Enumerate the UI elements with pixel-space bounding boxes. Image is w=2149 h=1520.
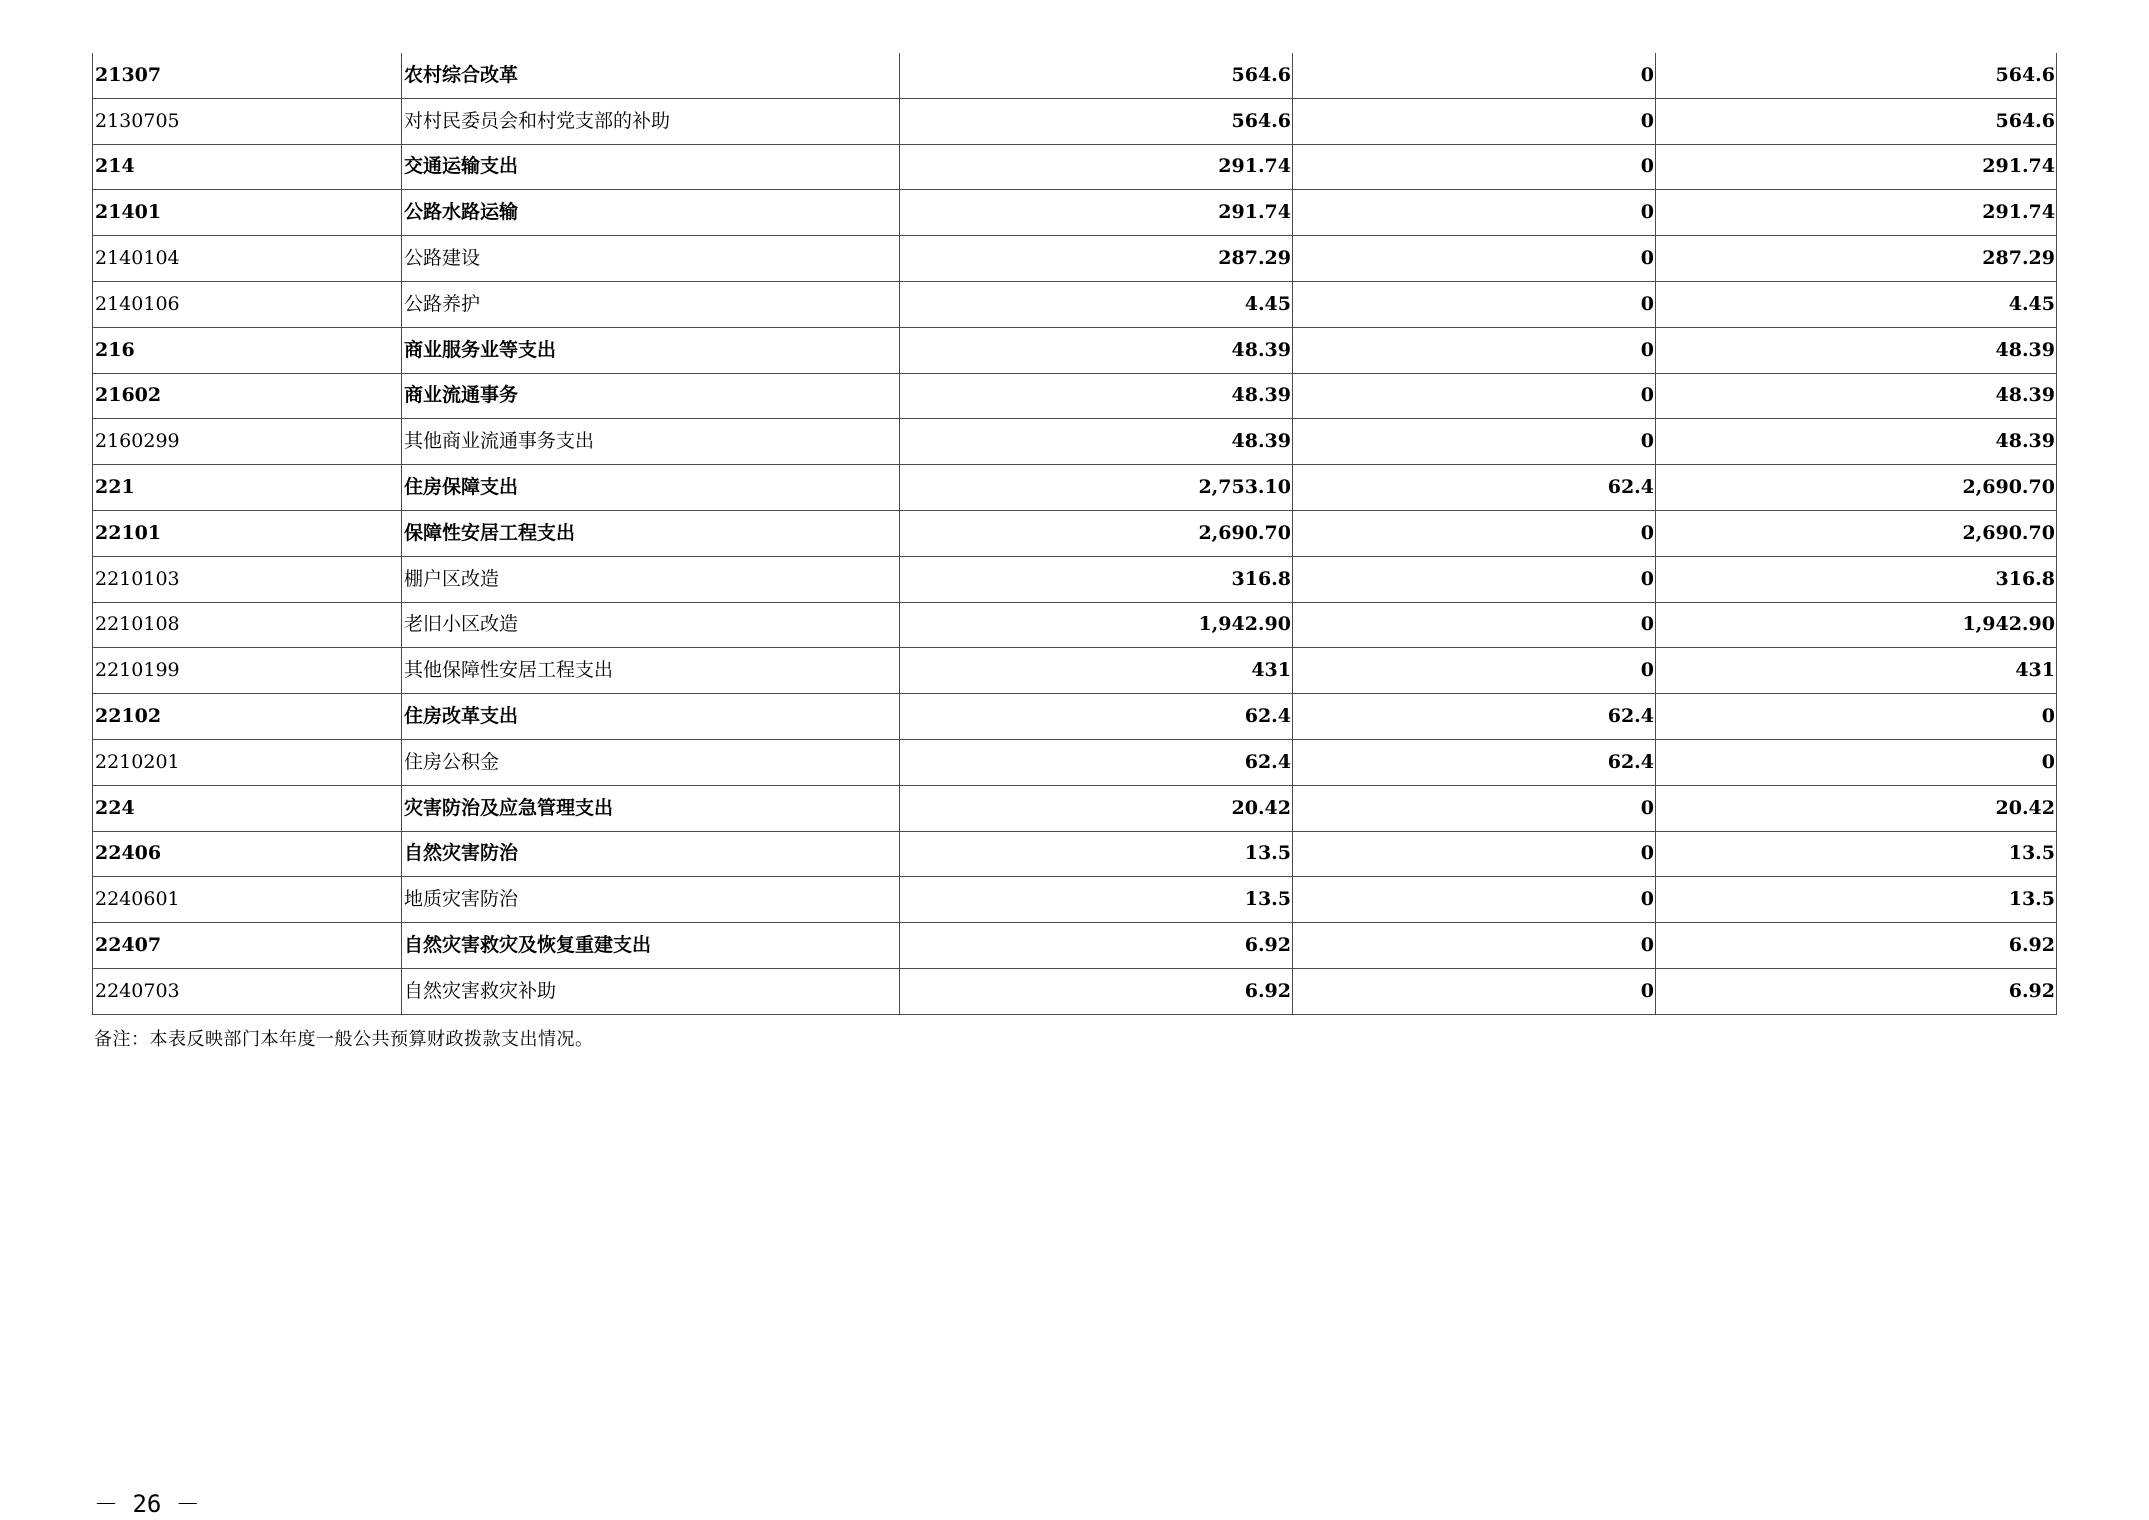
table-row xyxy=(93,419,2057,465)
account-name-cell: 对村民委员会和村党支部的补助 xyxy=(402,98,900,144)
project-expenditure-cell: 287.29 xyxy=(1656,236,2057,282)
total-amount-cell: 1,942.90 xyxy=(900,602,1293,648)
account-code-cell: 2130705 xyxy=(93,98,402,144)
basic-expenditure-cell: 0 xyxy=(1293,602,1656,648)
total-amount-cell: 62.4 xyxy=(900,739,1293,785)
account-code-cell: 2140106 xyxy=(93,281,402,327)
account-name-cell: 自然灾害防治 xyxy=(402,831,900,877)
total-amount-cell: 2,753.10 xyxy=(900,465,1293,511)
account-code-cell: 2210199 xyxy=(93,648,402,694)
project-expenditure-cell: 6.92 xyxy=(1656,968,2057,1014)
project-expenditure-cell: 2,690.70 xyxy=(1656,465,2057,511)
basic-expenditure-cell: 62.4 xyxy=(1293,465,1656,511)
total-amount-cell: 2,690.70 xyxy=(900,510,1293,556)
account-name-cell: 商业流通事务 xyxy=(402,373,900,419)
project-expenditure-cell: 48.39 xyxy=(1656,373,2057,419)
basic-expenditure-cell: 62.4 xyxy=(1293,739,1656,785)
account-name-cell: 灾害防治及应急管理支出 xyxy=(402,785,900,831)
account-name-cell: 公路养护 xyxy=(402,281,900,327)
total-amount-cell: 13.5 xyxy=(900,877,1293,923)
table-row xyxy=(93,465,2057,511)
account-code-cell: 2240703 xyxy=(93,968,402,1014)
project-expenditure-cell: 4.45 xyxy=(1656,281,2057,327)
basic-expenditure-cell: 0 xyxy=(1293,968,1656,1014)
basic-expenditure-cell: 0 xyxy=(1293,98,1656,144)
basic-expenditure-cell: 0 xyxy=(1293,785,1656,831)
account-name-cell: 自然灾害救灾补助 xyxy=(402,968,900,1014)
basic-expenditure-cell: 0 xyxy=(1293,53,1656,98)
project-expenditure-cell: 48.39 xyxy=(1656,327,2057,373)
account-name-cell: 保障性安居工程支出 xyxy=(402,510,900,556)
project-expenditure-cell: 1,942.90 xyxy=(1656,602,2057,648)
account-code-cell: 22406 xyxy=(93,831,402,877)
table-row xyxy=(93,648,2057,694)
project-expenditure-cell: 48.39 xyxy=(1656,419,2057,465)
table-row xyxy=(93,785,2057,831)
project-expenditure-cell: 6.92 xyxy=(1656,923,2057,969)
basic-expenditure-cell: 0 xyxy=(1293,648,1656,694)
account-name-cell: 住房保障支出 xyxy=(402,465,900,511)
account-code-cell: 22102 xyxy=(93,694,402,740)
total-amount-cell: 6.92 xyxy=(900,968,1293,1014)
basic-expenditure-cell: 0 xyxy=(1293,923,1656,969)
account-code-cell: 2210108 xyxy=(93,602,402,648)
total-amount-cell: 13.5 xyxy=(900,831,1293,877)
account-name-cell: 棚户区改造 xyxy=(402,556,900,602)
table-row xyxy=(93,281,2057,327)
budget-expenditure-table xyxy=(92,53,2057,1015)
account-name-cell: 交通运输支出 xyxy=(402,144,900,190)
table-row xyxy=(93,236,2057,282)
total-amount-cell: 62.4 xyxy=(900,694,1293,740)
basic-expenditure-cell: 0 xyxy=(1293,327,1656,373)
total-amount-cell: 564.6 xyxy=(900,98,1293,144)
table-row xyxy=(93,831,2057,877)
account-code-cell: 22101 xyxy=(93,510,402,556)
account-code-cell: 21602 xyxy=(93,373,402,419)
project-expenditure-cell: 564.6 xyxy=(1656,53,2057,98)
total-amount-cell: 291.74 xyxy=(900,144,1293,190)
project-expenditure-cell: 20.42 xyxy=(1656,785,2057,831)
table-row xyxy=(93,968,2057,1014)
table-body xyxy=(93,53,2057,1014)
project-expenditure-cell: 431 xyxy=(1656,648,2057,694)
table-row xyxy=(93,98,2057,144)
project-expenditure-cell: 13.5 xyxy=(1656,877,2057,923)
account-name-cell: 商业服务业等支出 xyxy=(402,327,900,373)
account-name-cell: 地质灾害防治 xyxy=(402,877,900,923)
basic-expenditure-cell: 0 xyxy=(1293,556,1656,602)
table-row xyxy=(93,739,2057,785)
table-row xyxy=(93,877,2057,923)
account-code-cell: 214 xyxy=(93,144,402,190)
account-code-cell: 2210103 xyxy=(93,556,402,602)
project-expenditure-cell: 2,690.70 xyxy=(1656,510,2057,556)
total-amount-cell: 6.92 xyxy=(900,923,1293,969)
table-row xyxy=(93,144,2057,190)
table-row xyxy=(93,53,2057,98)
basic-expenditure-cell: 0 xyxy=(1293,144,1656,190)
basic-expenditure-cell: 0 xyxy=(1293,831,1656,877)
total-amount-cell: 564.6 xyxy=(900,53,1293,98)
basic-expenditure-cell: 0 xyxy=(1293,190,1656,236)
table-row xyxy=(93,510,2057,556)
total-amount-cell: 291.74 xyxy=(900,190,1293,236)
basic-expenditure-cell: 0 xyxy=(1293,419,1656,465)
project-expenditure-cell: 0 xyxy=(1656,694,2057,740)
account-name-cell: 自然灾害救灾及恢复重建支出 xyxy=(402,923,900,969)
table-row xyxy=(93,694,2057,740)
table-row xyxy=(93,556,2057,602)
account-code-cell: 2140104 xyxy=(93,236,402,282)
total-amount-cell: 287.29 xyxy=(900,236,1293,282)
account-name-cell: 住房改革支出 xyxy=(402,694,900,740)
basic-expenditure-cell: 0 xyxy=(1293,281,1656,327)
basic-expenditure-cell: 62.4 xyxy=(1293,694,1656,740)
account-name-cell: 公路建设 xyxy=(402,236,900,282)
account-name-cell: 老旧小区改造 xyxy=(402,602,900,648)
account-name-cell: 其他保障性安居工程支出 xyxy=(402,648,900,694)
account-name-cell: 其他商业流通事务支出 xyxy=(402,419,900,465)
account-name-cell: 住房公积金 xyxy=(402,739,900,785)
project-expenditure-cell: 564.6 xyxy=(1656,98,2057,144)
total-amount-cell: 4.45 xyxy=(900,281,1293,327)
account-code-cell: 2160299 xyxy=(93,419,402,465)
basic-expenditure-cell: 0 xyxy=(1293,510,1656,556)
account-code-cell: 22407 xyxy=(93,923,402,969)
total-amount-cell: 48.39 xyxy=(900,419,1293,465)
project-expenditure-cell: 291.74 xyxy=(1656,144,2057,190)
table-row xyxy=(93,327,2057,373)
total-amount-cell: 48.39 xyxy=(900,373,1293,419)
total-amount-cell: 20.42 xyxy=(900,785,1293,831)
account-code-cell: 221 xyxy=(93,465,402,511)
account-code-cell: 2210201 xyxy=(93,739,402,785)
basic-expenditure-cell: 0 xyxy=(1293,373,1656,419)
account-code-cell: 2240601 xyxy=(93,877,402,923)
project-expenditure-cell: 291.74 xyxy=(1656,190,2057,236)
page-number: － 26 － xyxy=(94,1490,200,1518)
table-row xyxy=(93,373,2057,419)
basic-expenditure-cell: 0 xyxy=(1293,236,1656,282)
project-expenditure-cell: 0 xyxy=(1656,739,2057,785)
account-code-cell: 21401 xyxy=(93,190,402,236)
account-name-cell: 农村综合改革 xyxy=(402,53,900,98)
total-amount-cell: 316.8 xyxy=(900,556,1293,602)
table-row xyxy=(93,923,2057,969)
account-code-cell: 224 xyxy=(93,785,402,831)
total-amount-cell: 431 xyxy=(900,648,1293,694)
project-expenditure-cell: 316.8 xyxy=(1656,556,2057,602)
project-expenditure-cell: 13.5 xyxy=(1656,831,2057,877)
total-amount-cell: 48.39 xyxy=(900,327,1293,373)
account-code-cell: 21307 xyxy=(93,53,402,98)
basic-expenditure-cell: 0 xyxy=(1293,877,1656,923)
table-row xyxy=(93,602,2057,648)
table-note: 备注：本表反映部门本年度一般公共预算财政拨款支出情况。 xyxy=(94,1029,594,1050)
account-name-cell: 公路水路运输 xyxy=(402,190,900,236)
table-row xyxy=(93,190,2057,236)
account-code-cell: 216 xyxy=(93,327,402,373)
